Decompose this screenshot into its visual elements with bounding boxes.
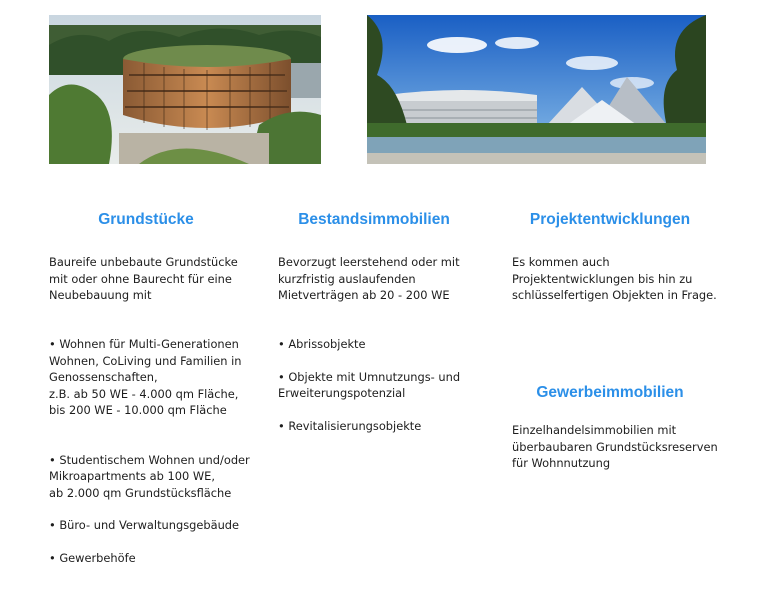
list-item: • Revitalisierungsobjekte — [278, 418, 460, 435]
intro-grundstuecke: Baureife unbebaute Grundstücke mit oder ohne Baurecht für eine Neubebauung mit — [49, 255, 238, 302]
list-bestandsimmobilien — [278, 336, 460, 434]
list-item: • Studentischem Wohnen und/oder Mikroapartments ab 100 WE, ab 2.000 qm Grundstücksfläche — [49, 452, 250, 502]
intro-gewerbeimmobilien: Einzelhandelsimmobilien mit überbaubaren Grundstücksreserven für Wohnnutzung — [512, 423, 718, 470]
list-item: • Wohnen für Multi-Generationen Wohnen, CoLiving und Familien in Genossenschaften, z.B. ab 50 WE - 4.000 qm Fläche, bis 200 WE - 10.000 qm Fläche — [49, 336, 250, 419]
list-item: • Abrissobjekte — [278, 336, 460, 353]
modern-campus-architecture-photo — [367, 15, 706, 164]
list-grundstuecke — [49, 336, 250, 566]
list-item: • Büro- und Verwaltungsgebäude — [49, 517, 250, 534]
intro-bestandsimmobilien: Bevorzugt leerstehend oder mit kurzfristig auslaufenden Mietverträgen ab 20 - 200 WE — [278, 255, 460, 302]
heading-grundstuecke: Grundstücke — [98, 211, 194, 228]
list-item: • Gewerbehöfe — [49, 550, 250, 567]
round-office-building-photo — [49, 15, 321, 164]
list-item: • Objekte mit Umnutzungs- und Erweiterungspotenzial — [278, 369, 460, 402]
heading-gewerbeimmobilien: Gewerbeimmobilien — [536, 384, 684, 401]
heading-bestandsimmobilien: Bestandsimmobilien — [298, 211, 450, 228]
heading-projektentwicklungen: Projektentwicklungen — [529, 211, 691, 228]
intro-projektentwicklungen: Es kommen auch Projektentwicklungen bis hin zu schlüsselfertigen Objekten in Frage. — [512, 255, 717, 302]
